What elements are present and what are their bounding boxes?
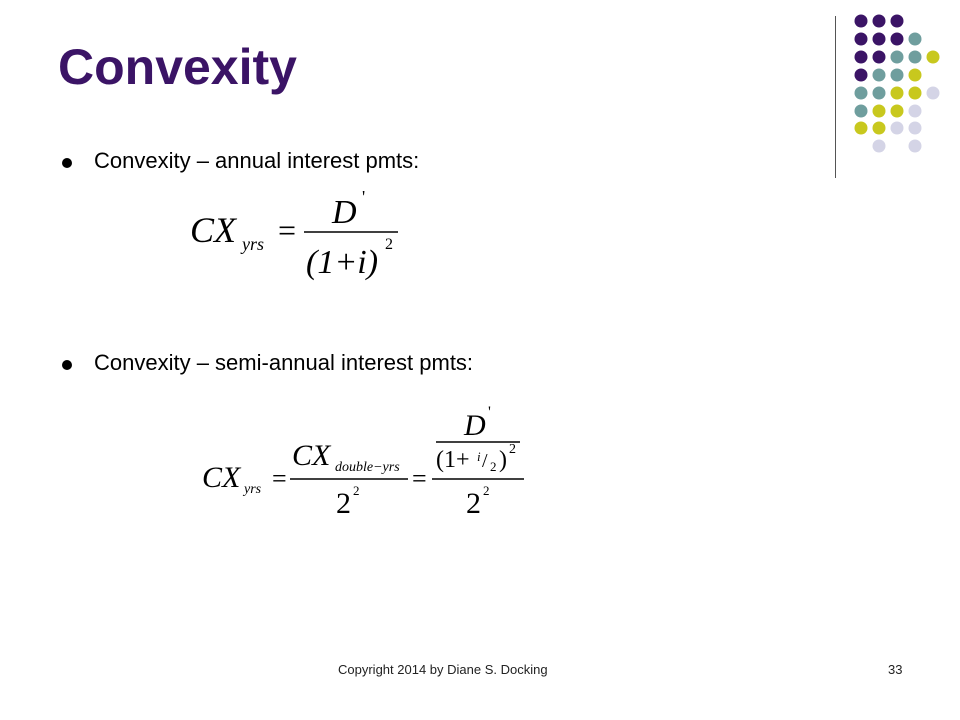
- decorative-dot: [873, 122, 886, 135]
- decorative-dot: [855, 15, 868, 28]
- formula2-right-denominator: 2: [466, 487, 481, 520]
- formula2-lhs: CX: [202, 461, 241, 494]
- decorative-dot: [891, 87, 904, 100]
- formula-semiannual: [196, 395, 536, 520]
- formula2-mid-numerator-sub: double−yrs: [335, 460, 400, 475]
- decorative-dot: [855, 122, 868, 135]
- decorative-dot: [891, 69, 904, 82]
- bullet-semiannual-text: Convexity – semi-annual interest pmts:: [94, 350, 474, 375]
- decorative-dot: [873, 140, 886, 153]
- bullet-annual-text: Convexity – annual interest pmts:: [94, 148, 420, 173]
- formula2-right-denominator-exp: 2: [483, 483, 490, 498]
- decorative-dot: [891, 105, 904, 118]
- footer-copyright: Copyright 2014 by Diane S. Docking: [338, 662, 548, 677]
- formula1-denominator: (1+i): [306, 244, 379, 281]
- bullet-dot-icon: [62, 158, 72, 168]
- decorative-dot: [891, 122, 904, 135]
- formula2-lhs-sub: yrs: [244, 482, 262, 497]
- formula1-denominator-exp: 2: [385, 236, 393, 253]
- formula2-right-mid-slash: /: [482, 450, 488, 472]
- decorative-dot: [873, 105, 886, 118]
- decorative-dot: [873, 87, 886, 100]
- formula2-right-top: D: [464, 409, 486, 442]
- decorative-dot: [855, 51, 868, 64]
- formula1-numerator: D: [332, 194, 357, 231]
- formula2-right-mid-close: ): [499, 447, 507, 473]
- decorative-dot: [891, 51, 904, 64]
- formula1-numerator-prime: ': [362, 187, 366, 207]
- formula1-lhs: CX: [190, 210, 237, 250]
- decorative-dot: [891, 15, 904, 28]
- slide-title: Convexity: [58, 39, 297, 95]
- decorative-dot: [909, 122, 922, 135]
- decorative-dot: [909, 140, 922, 153]
- formula2-right-mid-open: (1+: [436, 447, 470, 473]
- decorative-dot: [873, 15, 886, 28]
- formula2-mid-denominator-exp: 2: [353, 483, 360, 498]
- decorative-dot: [855, 87, 868, 100]
- decorative-dot: [909, 33, 922, 46]
- decorative-dot: [855, 33, 868, 46]
- formula2-mid-numerator: CX: [292, 439, 331, 472]
- decorative-dot: [909, 69, 922, 82]
- decorative-dot: [891, 33, 904, 46]
- decorative-dot: [855, 105, 868, 118]
- decorative-dot: [909, 51, 922, 64]
- formula1-equals: =: [278, 212, 297, 248]
- formula2-right-top-prime: ': [488, 404, 491, 421]
- formula1-lhs-sub: yrs: [242, 234, 264, 254]
- page-number: 33: [888, 662, 903, 677]
- bullet-dot-icon: [62, 360, 72, 370]
- formula-annual: [180, 185, 410, 285]
- formula2-right-mid-i: i: [477, 449, 481, 464]
- formula2-eq1: =: [272, 464, 287, 493]
- decorative-dot: [855, 69, 868, 82]
- formula2-right-mid-two: 2: [490, 459, 497, 474]
- formula2-eq2: =: [412, 464, 427, 493]
- formula2-mid-denominator: 2: [336, 487, 351, 520]
- decorative-dot: [873, 33, 886, 46]
- decorative-dot: [909, 87, 922, 100]
- decorative-dot: [927, 51, 940, 64]
- decorative-dot: [909, 105, 922, 118]
- formula2-right-mid-exp: 2: [509, 442, 516, 457]
- decorative-dot: [873, 69, 886, 82]
- decorative-dot: [873, 51, 886, 64]
- decorative-dot: [927, 87, 940, 100]
